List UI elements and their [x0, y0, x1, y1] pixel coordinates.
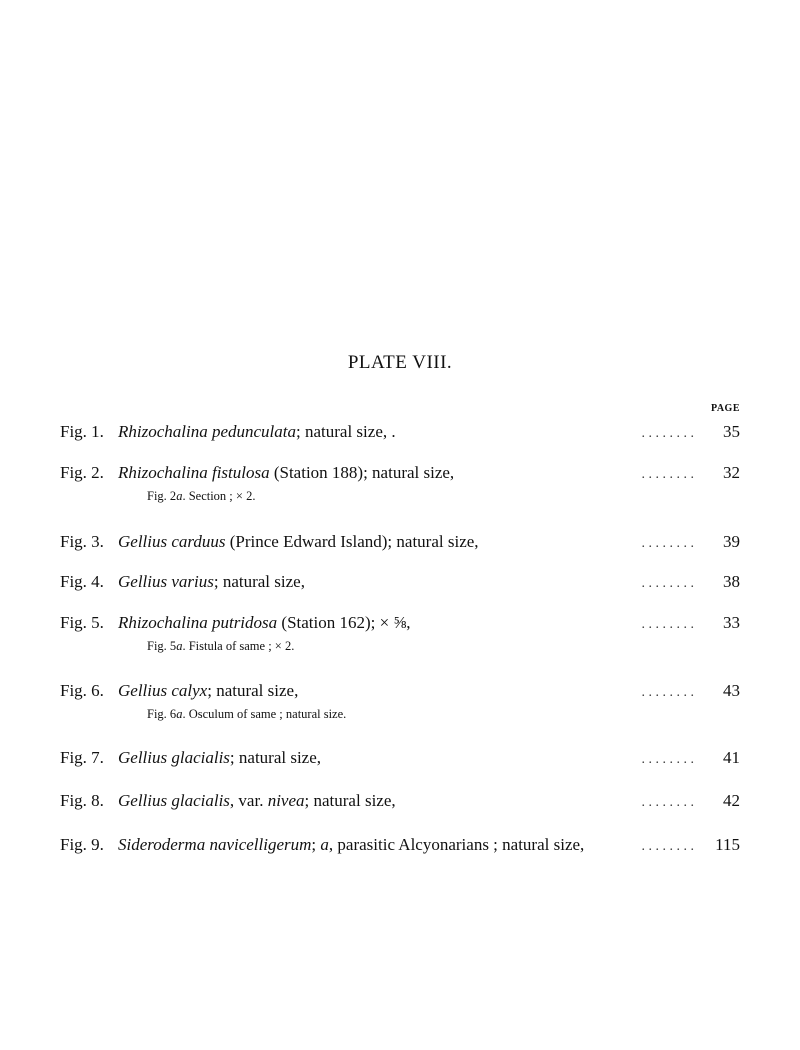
figure-label: Fig. 4.: [60, 572, 104, 591]
figure-caption-rest: ; natural size,: [229, 748, 322, 767]
figure-caption-rest: , parasitic Alcyonarians ; natural size,: [328, 835, 585, 854]
sub-part-letter: a: [320, 835, 329, 854]
figure-label: Fig. 6.: [60, 681, 104, 700]
figure-entry-3: [60, 532, 740, 552]
page-number: 35: [723, 422, 740, 441]
dot-leader: . . . . . . . .: [641, 467, 694, 482]
figure-entry-9: [60, 835, 740, 855]
page-number: 33: [723, 613, 740, 632]
species-name: Gellius calyx: [118, 681, 208, 700]
figure-label: Fig. 2.: [60, 463, 104, 482]
figure-caption-rest: ;: [311, 835, 321, 854]
figure-entry-7: [60, 748, 740, 768]
figure-label: Fig. 9.: [60, 835, 104, 854]
figure-description: [118, 613, 410, 633]
dot-leader: . . . . . . . .: [641, 839, 694, 854]
figure-label: Fig. 3.: [60, 532, 104, 551]
figure-description: [118, 532, 479, 552]
figure-description: [118, 835, 584, 855]
plate-title: PLATE VIII.: [347, 352, 453, 373]
figure-description: [118, 422, 396, 442]
figure-label: Fig. 7.: [60, 748, 104, 767]
species-name: Gellius glacialis: [118, 791, 230, 810]
figure-description: [118, 463, 454, 483]
sub-figure-caption: Fig. 5a. Fistula of same ; × 2.: [147, 639, 295, 653]
figure-description: [118, 572, 305, 592]
dot-leader: . . . . . . . .: [641, 795, 694, 810]
species-name: Gellius varius: [118, 572, 214, 591]
page-number: 41: [723, 748, 740, 767]
page-number: 115: [715, 835, 740, 854]
dot-leader: . . . . . . . .: [641, 617, 694, 632]
figure-caption-rest: (Station 188); natural size,: [269, 463, 455, 482]
figure-label: Fig. 5.: [60, 613, 104, 632]
dot-leader: . . . . . . . .: [641, 685, 694, 700]
figure-description: [118, 791, 396, 811]
species-name: Rhizochalina pedunculata: [118, 422, 297, 441]
species-name: Rhizochalina putridosa: [118, 613, 278, 632]
figure-description: [118, 748, 321, 768]
page-number: 32: [723, 463, 740, 482]
figure-entry-2: [60, 463, 740, 504]
species-name: Gellius glacialis: [118, 748, 230, 767]
figure-label: Fig. 1.: [60, 422, 104, 441]
species-name: Sideroderma navicelligerum: [118, 835, 312, 854]
dot-leader: . . . . . . . .: [641, 576, 694, 591]
figure-caption-rest: ; natural size,: [207, 681, 299, 700]
page-number: 43: [723, 681, 740, 700]
figure-entry-4: [60, 572, 740, 592]
sub-figure-caption: Fig. 2a. Section ; × 2.: [147, 489, 256, 503]
page-number: 38: [723, 572, 740, 591]
page-number: 39: [723, 532, 740, 551]
dot-leader: . . . . . . . .: [641, 536, 694, 551]
figure-entry-5: [60, 613, 740, 654]
figure-caption-rest: ; natural size,: [213, 572, 305, 591]
figure-entry-1: [60, 422, 740, 442]
species-name: Rhizochalina fistulosa: [118, 463, 270, 482]
figure-caption-rest: (Prince Edward Island); natural size,: [225, 532, 479, 551]
figure-caption-rest: ; natural size,: [304, 791, 396, 810]
page-number: 42: [723, 791, 740, 810]
figure-entry-6: [60, 681, 740, 722]
figure-entry-8: [60, 791, 740, 811]
figure-caption-rest: (Station 162); × ⅝,: [277, 613, 411, 632]
figure-caption-rest: ; natural size, .: [296, 422, 396, 441]
sub-figure-caption: Fig. 6a. Osculum of same ; natural size.: [147, 707, 347, 721]
variety-name: nivea: [267, 791, 305, 810]
figure-caption-rest: , var.: [229, 791, 268, 810]
dot-leader: . . . . . . . .: [641, 752, 694, 767]
figure-description: [118, 681, 298, 701]
species-name: Gellius carduus: [118, 532, 226, 551]
page-column-heading: PAGE: [710, 403, 740, 414]
dot-leader: . . . . . . . .: [641, 426, 694, 441]
figure-label: Fig. 8.: [60, 791, 104, 810]
